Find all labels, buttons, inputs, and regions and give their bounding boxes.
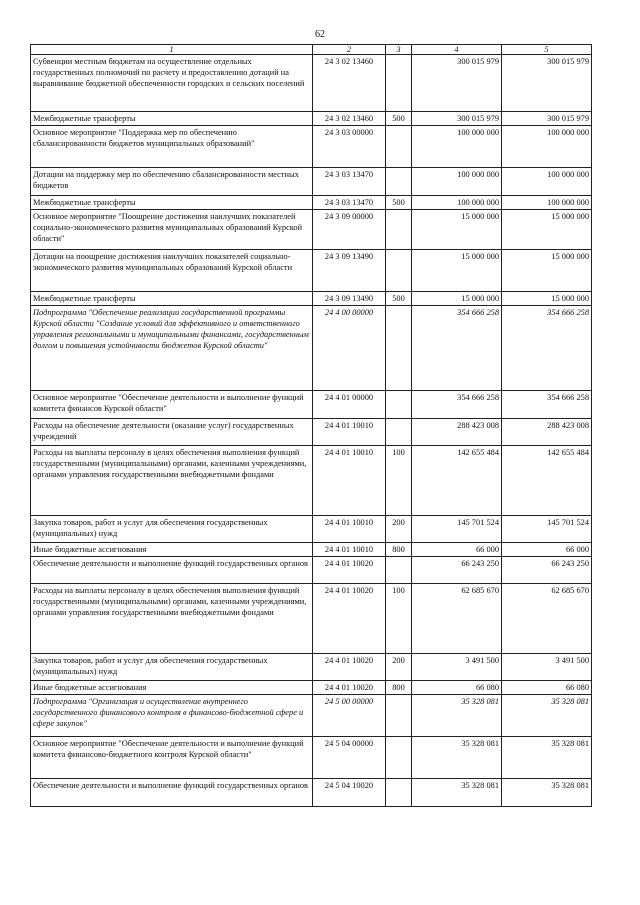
row-code: 24 3 09 13490 xyxy=(313,292,386,306)
column-header-value-1: 4 xyxy=(412,45,502,55)
row-name: Иные бюджетные ассигнования xyxy=(31,543,313,557)
row-type: 100 xyxy=(386,584,412,654)
row-type xyxy=(386,391,412,419)
row-value-2: 66 243 250 xyxy=(502,557,592,584)
row-code: 24 3 02 13460 xyxy=(313,55,386,112)
row-value-1: 66 080 xyxy=(412,681,502,695)
row-value-2: 15 000 000 xyxy=(502,210,592,250)
row-value-2: 62 685 670 xyxy=(502,584,592,654)
table-row xyxy=(31,210,592,250)
row-type: 200 xyxy=(386,516,412,543)
row-type xyxy=(386,126,412,168)
row-type xyxy=(386,168,412,196)
row-type: 800 xyxy=(386,543,412,557)
row-value-2: 15 000 000 xyxy=(502,292,592,306)
row-code: 24 4 01 10010 xyxy=(313,516,386,543)
row-type: 500 xyxy=(386,292,412,306)
row-code: 24 4 01 00000 xyxy=(313,391,386,419)
table-row xyxy=(31,250,592,292)
row-code: 24 4 01 10020 xyxy=(313,584,386,654)
column-header-name: 1 xyxy=(31,45,313,55)
row-type xyxy=(386,55,412,112)
row-value-1: 288 423 008 xyxy=(412,419,502,446)
row-value-1: 145 701 524 xyxy=(412,516,502,543)
row-code: 24 5 04 10020 xyxy=(313,779,386,807)
row-name: Основное мероприятие "Поощрение достижения наилучших показателей социально-экономического развития муниципальных образований Курской области" xyxy=(31,210,313,250)
row-value-2: 288 423 008 xyxy=(502,419,592,446)
row-code: 24 4 01 10020 xyxy=(313,557,386,584)
row-type xyxy=(386,695,412,737)
row-code: 24 3 03 13470 xyxy=(313,168,386,196)
table-row xyxy=(31,419,592,446)
row-name: Закупка товаров, работ и услуг для обеспечения государственных (муниципальных) нужд xyxy=(31,654,313,681)
row-name: Расходы на выплаты персоналу в целях обеспечения выполнения функций государственными (муниципальными) органами, казенными учреждениями, органами управления государственными внебюджетными фондами xyxy=(31,584,313,654)
row-value-1: 3 491 500 xyxy=(412,654,502,681)
table-row xyxy=(31,391,592,419)
row-value-2: 300 015 979 xyxy=(502,55,592,112)
table-row xyxy=(31,306,592,391)
row-value-1: 300 015 979 xyxy=(412,112,502,126)
row-type xyxy=(386,779,412,807)
row-value-2: 100 000 000 xyxy=(502,168,592,196)
table-row xyxy=(31,292,592,306)
row-value-1: 100 000 000 xyxy=(412,196,502,210)
row-type: 800 xyxy=(386,681,412,695)
row-value-1: 15 000 000 xyxy=(412,250,502,292)
table-row xyxy=(31,196,592,210)
row-name: Основное мероприятие "Поддержка мер по обеспечению сбалансированности бюджетов муниципальных образований" xyxy=(31,126,313,168)
row-value-1: 35 328 081 xyxy=(412,779,502,807)
row-name: Основное мероприятие "Обеспечение деятельности и выполнение функций комитета финансов Курской области" xyxy=(31,391,313,419)
row-value-1: 100 000 000 xyxy=(412,126,502,168)
row-name: Подпрограмма "Обеспечение реализации государственной программы Курской области "Создание условий для эффективного и ответственного управления региональными и муниципальными финансами, государственным долгом и повышения устойчивости бюджетов Курской области" xyxy=(31,306,313,391)
row-name: Обеспечение деятельности и выполнение функций государственных органов xyxy=(31,779,313,807)
row-value-2: 3 491 500 xyxy=(502,654,592,681)
row-value-2: 66 080 xyxy=(502,681,592,695)
row-value-1: 35 328 081 xyxy=(412,695,502,737)
table-row xyxy=(31,737,592,779)
row-value-1: 15 000 000 xyxy=(412,292,502,306)
row-value-1: 300 015 979 xyxy=(412,55,502,112)
table-row xyxy=(31,168,592,196)
row-name: Субвенции местным бюджетам на осуществление отдельных государственных полномочий по расчету и предоставлению дотаций на выравнивание бюджетной обеспеченности городских и сельских поселений xyxy=(31,55,313,112)
column-header-type: 3 xyxy=(386,45,412,55)
table-row xyxy=(31,681,592,695)
row-value-2: 35 328 081 xyxy=(502,695,592,737)
row-value-1: 35 328 081 xyxy=(412,737,502,779)
row-name: Закупка товаров, работ и услуг для обеспечения государственных (муниципальных) нужд xyxy=(31,516,313,543)
row-name: Подпрограмма "Организация и осуществление внутреннего государственного финансового контроля в финансово-бюджетной сфере и сфере закупок" xyxy=(31,695,313,737)
row-name: Межбюджетные трансферты xyxy=(31,112,313,126)
row-value-2: 100 000 000 xyxy=(502,126,592,168)
budget-table xyxy=(30,44,592,807)
row-value-1: 142 655 484 xyxy=(412,446,502,516)
row-value-2: 354 666 258 xyxy=(502,391,592,419)
row-code: 24 4 01 10020 xyxy=(313,654,386,681)
row-type xyxy=(386,737,412,779)
row-name: Расходы на выплаты персоналу в целях обеспечения выполнения функций государственными (муниципальными) органами, казенными учреждениями, органами управления государственными внебюджетными фондами xyxy=(31,446,313,516)
row-type xyxy=(386,250,412,292)
row-value-1: 62 685 670 xyxy=(412,584,502,654)
row-type: 500 xyxy=(386,196,412,210)
row-code: 24 4 01 10010 xyxy=(313,446,386,516)
table-row xyxy=(31,543,592,557)
row-name: Расходы на обеспечение деятельности (оказание услуг) государственных учреждений xyxy=(31,419,313,446)
row-value-2: 142 655 484 xyxy=(502,446,592,516)
row-code: 24 3 09 00000 xyxy=(313,210,386,250)
row-code: 24 4 01 10010 xyxy=(313,419,386,446)
row-type: 200 xyxy=(386,654,412,681)
table-row xyxy=(31,516,592,543)
row-code: 24 4 00 00000 xyxy=(313,306,386,391)
row-code: 24 4 01 10020 xyxy=(313,681,386,695)
column-header-code: 2 xyxy=(313,45,386,55)
row-value-2: 354 666 258 xyxy=(502,306,592,391)
column-header-value-2: 5 xyxy=(502,45,592,55)
table-row xyxy=(31,779,592,807)
row-code: 24 3 03 00000 xyxy=(313,126,386,168)
row-value-2: 300 015 979 xyxy=(502,112,592,126)
table-row xyxy=(31,654,592,681)
row-type xyxy=(386,306,412,391)
row-value-1: 354 666 258 xyxy=(412,306,502,391)
row-value-2: 145 701 524 xyxy=(502,516,592,543)
table-row xyxy=(31,112,592,126)
row-code: 24 3 03 13470 xyxy=(313,196,386,210)
row-name: Межбюджетные трансферты xyxy=(31,196,313,210)
row-value-2: 100 000 000 xyxy=(502,196,592,210)
row-value-1: 66 243 250 xyxy=(412,557,502,584)
row-code: 24 5 04 00000 xyxy=(313,737,386,779)
table-row xyxy=(31,695,592,737)
row-type xyxy=(386,210,412,250)
row-name: Дотации на поощрение достижения наилучших показателей социально-экономического развития муниципальных образований Курской области xyxy=(31,250,313,292)
table-row xyxy=(31,557,592,584)
row-code: 24 3 09 13490 xyxy=(313,250,386,292)
row-value-1: 100 000 000 xyxy=(412,168,502,196)
row-value-2: 66 000 xyxy=(502,543,592,557)
header-row xyxy=(31,45,592,55)
table-row xyxy=(31,446,592,516)
table-row xyxy=(31,55,592,112)
row-name: Дотации на поддержку мер по обеспечению сбалансированности местных бюджетов xyxy=(31,168,313,196)
row-name: Межбюджетные трансферты xyxy=(31,292,313,306)
row-value-1: 66 000 xyxy=(412,543,502,557)
row-name: Иные бюджетные ассигнования xyxy=(31,681,313,695)
row-value-2: 15 000 000 xyxy=(502,250,592,292)
row-code: 24 5 00 00000 xyxy=(313,695,386,737)
row-code: 24 4 01 10010 xyxy=(313,543,386,557)
row-type: 100 xyxy=(386,446,412,516)
page-number: 62 xyxy=(315,29,325,40)
table-row xyxy=(31,584,592,654)
row-type: 500 xyxy=(386,112,412,126)
row-value-1: 354 666 258 xyxy=(412,391,502,419)
table-row xyxy=(31,126,592,168)
row-value-2: 35 328 081 xyxy=(502,779,592,807)
row-type xyxy=(386,557,412,584)
row-type xyxy=(386,419,412,446)
row-value-2: 35 328 081 xyxy=(502,737,592,779)
row-name: Основное мероприятие "Обеспечение деятельности и выполнение функций комитета финансово-бюджетного контроля Курской области" xyxy=(31,737,313,779)
row-name: Обеспечение деятельности и выполнение функций государственных органов xyxy=(31,557,313,584)
row-code: 24 3 02 13460 xyxy=(313,112,386,126)
row-value-1: 15 000 000 xyxy=(412,210,502,250)
